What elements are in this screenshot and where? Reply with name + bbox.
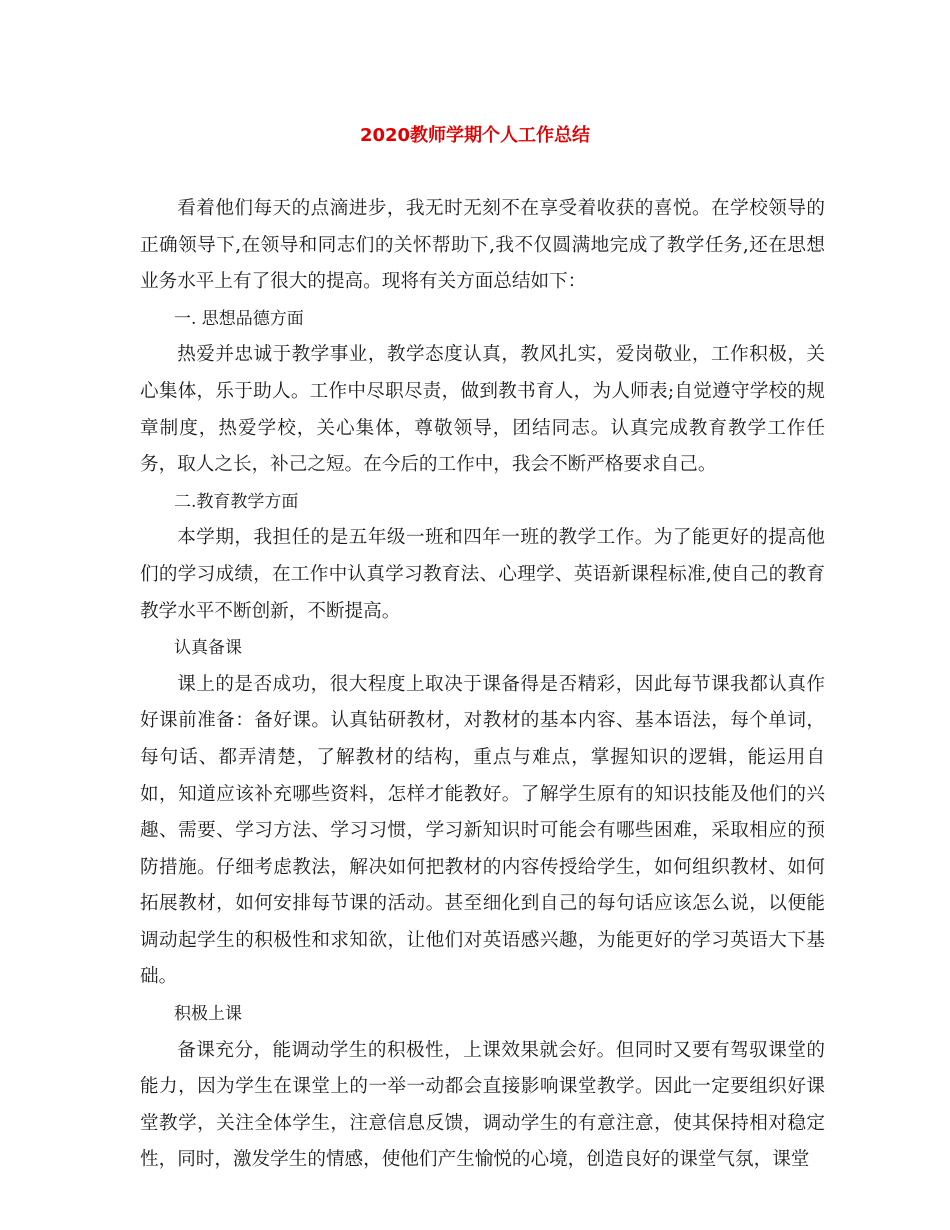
section-heading-moral: 一. 思想品德方面 (174, 308, 304, 329)
paragraph-moral: 热爱并忠诚于教学事业，教学态度认真，教风扎实，爱岗敬业，工作积极，关心集体，乐于助人。工作中尽职尽责，做到教书育人，为人师表;自觉遵守学校的规章制度，热爱学校，关心集体，尊敬领导，团结同志。认真完成教育教学工作任务，取人之长，补己之短。在今后的工作中，我会不断严格要求自己。 (140, 344, 825, 476)
paragraph-teaching: 本学期，我担任的是五年级一班和四年一班的教学工作。为了能更好的提高他们的学习成绩，在工作中认真学习教育法、心理学、英语新课程标准,使自己的教育教学水平不断创新，不断提高。 (140, 527, 825, 622)
document-body (140, 191, 825, 1179)
section-heading-prepare: 认真备课 (174, 638, 242, 659)
paragraph-prepare: 课上的是否成功，很大程度上取决于课备得是否精彩，因此每节课我都认真作好课前准备：备好课。认真钻研教材，对教材的基本内容、基本语法，每个单词，每句话、都弄清楚，了解教材的结构，重点与难点，掌握知识的逻辑，能运用自如，知道应该补充哪些资料，怎样才能教好。了解学生原有的知识技能及他们的兴趣、需要、学习方法、学习习惯，学习新知识时可能会有哪些困难，采取相应的预防措施。仔细考虑教法，解决如何把教材的内容传授给学生，如何组织教材、如何拓展教材，如何安排每节课的活动。甚至细化到自己的每句话应该怎么说，以便能调动起学生的积极性和求知欲，让他们对英语感兴趣，为能更好的学习英语大下基础。 (140, 673, 825, 988)
paragraph-class: 备课充分，能调动学生的积极性，上课效果就会好。但同时又要有驾驭课堂的能力，因为学生在课堂上的一举一动都会直接影响课堂教学。因此一定要组织好课堂教学，关注全体学生，注意信息反馈，调动学生的有意注意，使其保持相对稳定性，同时，激发学生的情感，使他们产生愉悦的心境，创造良好的课堂气氛，课堂 (140, 1039, 825, 1171)
document-title: 2020教师学期个人工作总结 (359, 125, 591, 146)
section-heading-teaching: 二.教育教学方面 (174, 491, 299, 512)
section-heading-class: 积极上课 (174, 1004, 242, 1025)
paragraph-intro: 看着他们每天的点滴进步，我无时无刻不在享受着收获的喜悦。在学校领导的正确领导下,在领导和同志们的关怀帮助下,我不仅圆满地完成了教学任务,还在思想业务水平上有了很大的提高。现将有关方面总结如下： (140, 198, 825, 293)
